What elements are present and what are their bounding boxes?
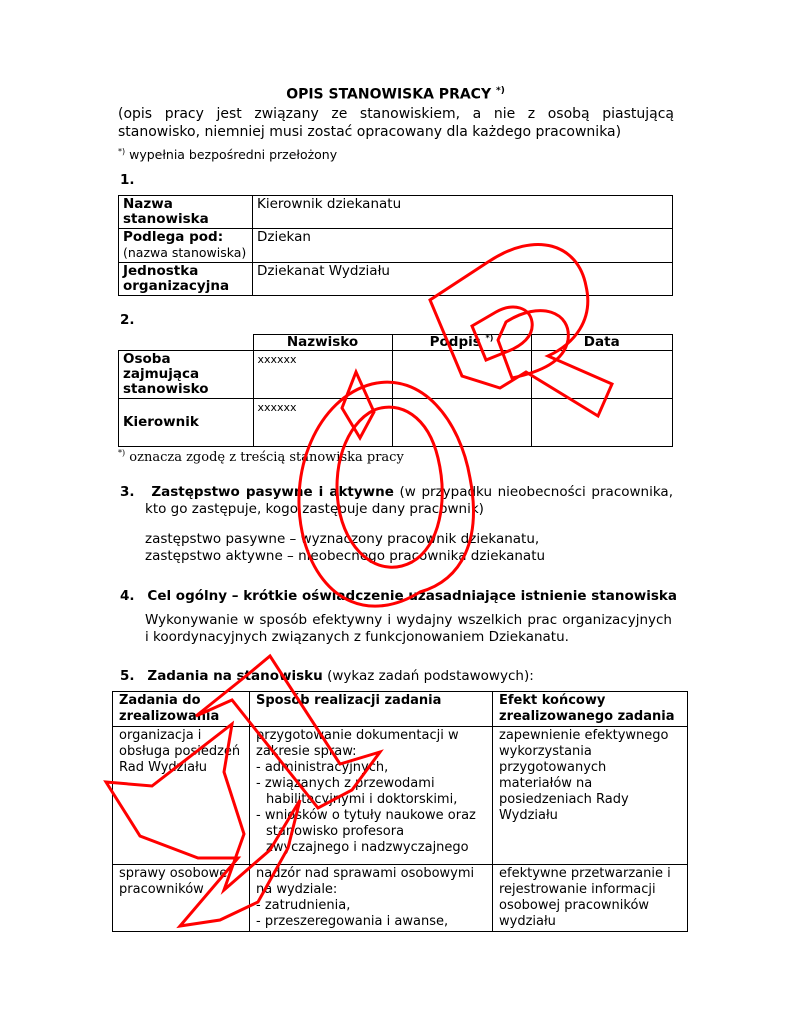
list-item: - wniosków o tytuły naukowe oraz stanowisko profesora zwyczajnego i nadzwyczajnego <box>256 808 476 855</box>
row-label: Kierownik <box>119 399 254 447</box>
section5-number: 5. <box>120 668 135 684</box>
task-cell: sprawy osobowe pracowników <box>113 865 250 932</box>
header-podpis-label: Podpis <box>429 334 481 350</box>
list-item: - administracyjnych, <box>256 760 389 775</box>
effect-cell: zapewnienie efektywnego wykorzystania przygotowanych materiałów na posiedzeniach Rady Wydziału <box>493 727 688 865</box>
position-info-table <box>118 195 673 296</box>
tasks-table <box>112 691 688 932</box>
task-cell: organizacja i obsługa posiedzeń Rad Wydziału <box>113 727 250 865</box>
label-cell <box>119 229 253 263</box>
document-title <box>0 86 791 103</box>
header-marker: *) <box>485 333 494 343</box>
header-effect: Efekt końcowy zrealizowanego zadania <box>493 692 688 727</box>
section4-number: 4. <box>120 588 135 604</box>
section3-line2: zastępstwo aktywne – nieobecnego pracownika dziekanatu <box>145 548 546 564</box>
method-list <box>256 898 486 930</box>
table-row <box>113 865 688 932</box>
header-podpis <box>392 335 531 351</box>
method-cell <box>250 865 493 932</box>
value-cell: Dziekan <box>253 229 673 263</box>
header-data: Data <box>531 335 673 351</box>
data-cell <box>531 351 673 399</box>
footnote-text: wypełnia bezpośredni przełożony <box>129 147 338 162</box>
table-row <box>119 399 673 447</box>
footnote-supervisor <box>118 147 337 162</box>
section4-title: Cel ogólny – krótkie oświadczenie uzasadniające istnienie stanowiska <box>147 588 677 604</box>
footnote-marker: *) <box>118 448 126 458</box>
table-row <box>113 727 688 865</box>
section3 <box>120 484 673 518</box>
row-label: Nazwa stanowiska <box>123 196 209 227</box>
table-row <box>119 196 673 229</box>
label-cell <box>119 196 253 229</box>
section2-number: 2. <box>120 312 135 328</box>
nazwisko-cell: xxxxxx <box>253 399 392 447</box>
header-method: Sposób realizacji zadania <box>250 692 493 727</box>
title-text: OPIS STANOWISKA PRACY <box>286 86 492 103</box>
footnote-consent <box>118 450 404 465</box>
intro-text: (opis pracy jest związany ze stanowiskiem, a nie z osobą piastującą stanowisko, niemniej musi zostać opracowany dla każdego pracownika) <box>118 106 674 140</box>
empty-header-cell <box>119 335 254 351</box>
section3-title: Zastępstwo pasywne i aktywne <box>151 484 394 500</box>
section5-heading <box>120 668 534 685</box>
value-cell: Dziekanat Wydziału <box>253 263 673 296</box>
section5-subtitle: (wykaz zadań podstawowych): <box>327 668 534 684</box>
section1-number: 1. <box>120 172 135 188</box>
section4-text: Wykonywanie w sposób efektywny i wydajny wszelkich prac organizacyjnych i koordynacyjnych związanych z funkcjonowaniem Dziekanatu. <box>145 612 672 645</box>
row-label: Jednostka organizacyjna <box>123 263 230 294</box>
method-intro: nadzór nad sprawami osobowymi na wydziale: <box>256 866 475 897</box>
section5-title: Zadania na stanowisku <box>147 668 323 684</box>
section3-number: 3. <box>120 484 135 500</box>
table-row <box>119 335 673 351</box>
list-item: - związanych z przewodami habilitacyjnymi i doktorskimi, <box>256 776 458 807</box>
method-list <box>256 760 486 856</box>
footnote-marker: *) <box>118 146 126 156</box>
value-cell: Kierownik dziekanatu <box>253 196 673 229</box>
footnote-text: oznacza zgodę z treścią stanowiska pracy <box>129 450 404 465</box>
row-label: Podlega pod: <box>123 229 224 245</box>
section3-subtitle: (w przypadku nieobecności pracownika, kto go zastępuje, kogo zastępuje dany pracownik) <box>145 484 673 517</box>
signatures-table <box>118 334 673 447</box>
label-cell <box>119 263 253 296</box>
nazwisko-cell: xxxxxx <box>253 351 392 399</box>
table-row <box>119 263 673 296</box>
section3-line1: zastępstwo pasywne – wyznaczony pracownik dziekanatu, <box>145 531 540 547</box>
section3-heading <box>120 484 673 518</box>
podpis-cell <box>392 399 531 447</box>
section4-heading <box>120 588 677 605</box>
table-row <box>119 229 673 263</box>
podpis-cell <box>392 351 531 399</box>
row-label: Osoba zajmująca stanowisko <box>119 351 254 399</box>
method-intro: przygotowanie dokumentacji w zakresie spraw: <box>256 728 459 759</box>
list-item: - zatrudnienia, <box>256 898 351 913</box>
row-label-note: (nazwa stanowiska) <box>123 245 247 260</box>
method-cell <box>250 727 493 865</box>
title-marker: *) <box>495 86 505 96</box>
header-tasks: Zadania do zrealizowania <box>113 692 250 727</box>
data-cell <box>531 399 673 447</box>
table-row <box>113 692 688 727</box>
list-item: - przeszeregowania i awanse, <box>256 914 449 929</box>
effect-cell: efektywne przetwarzanie i rejestrowanie informacji osobowej pracowników wydziału <box>493 865 688 932</box>
header-nazwisko: Nazwisko <box>253 335 392 351</box>
table-row <box>119 351 673 399</box>
